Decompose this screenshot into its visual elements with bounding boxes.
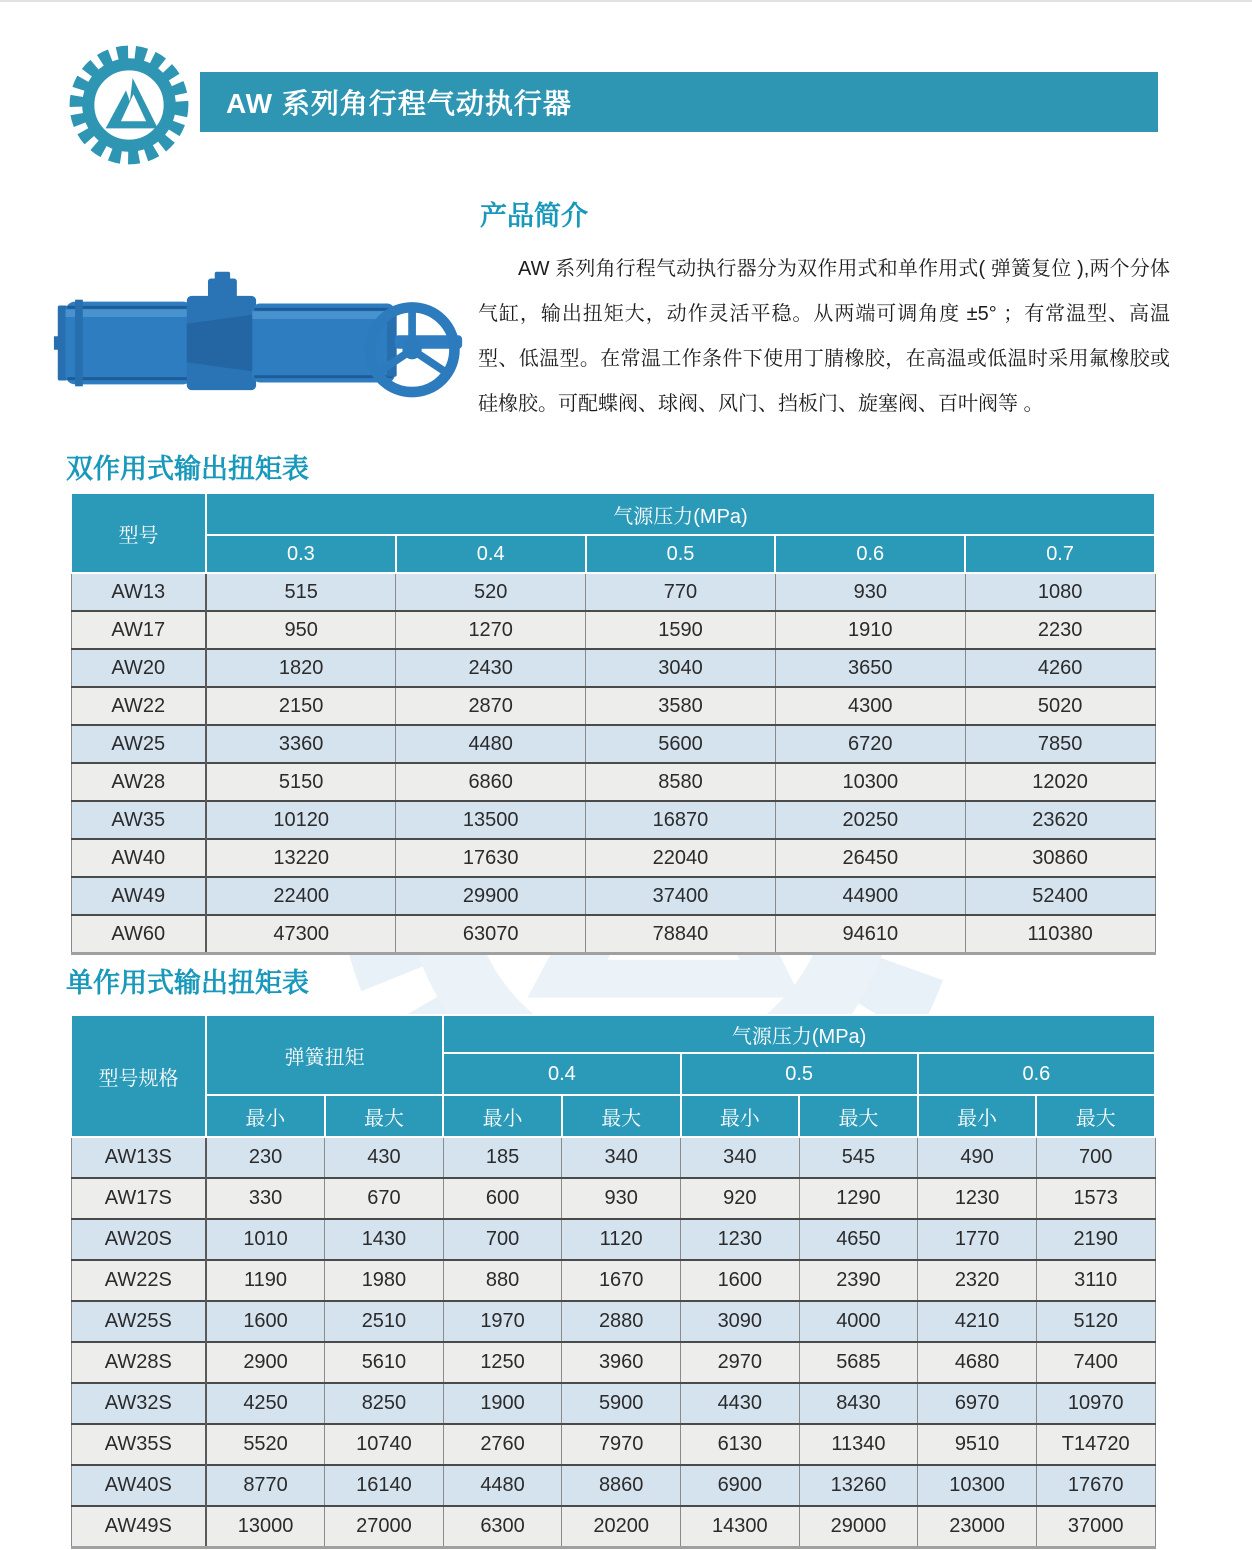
column-header-pressure: 0.4 — [443, 1053, 680, 1095]
torque-value-cell: 11340 — [799, 1424, 918, 1465]
torque-value-cell: 1190 — [206, 1260, 325, 1301]
model-cell: AW32S — [71, 1383, 206, 1424]
torque-value-cell: 1230 — [918, 1178, 1037, 1219]
torque-value-cell: 4210 — [918, 1301, 1037, 1342]
torque-value-cell: 9510 — [918, 1424, 1037, 1465]
torque-value-cell: 29900 — [396, 877, 586, 915]
table-row — [71, 1301, 1155, 1342]
table-row — [71, 839, 1155, 877]
torque-value-cell: 52400 — [965, 877, 1155, 915]
torque-value-cell: 1900 — [443, 1383, 562, 1424]
torque-value-cell: 515 — [206, 573, 396, 611]
torque-value-cell: 3040 — [586, 649, 776, 687]
torque-value-cell: 6300 — [443, 1506, 562, 1548]
actuator-product-image — [52, 268, 466, 418]
column-header-pressure-group: 气源压力(MPa) — [206, 493, 1155, 535]
torque-value-cell: 490 — [918, 1137, 1037, 1178]
column-header-max: 最大 — [1036, 1095, 1155, 1137]
torque-value-cell: 13260 — [799, 1465, 918, 1506]
column-header-pressure: 0.4 — [396, 535, 586, 573]
intro-heading: 产品简介 — [480, 201, 588, 231]
model-cell: AW20 — [71, 649, 206, 687]
double-acting-table-header — [71, 493, 1155, 573]
torque-value-cell: 4300 — [775, 687, 965, 725]
model-cell: AW35S — [71, 1424, 206, 1465]
column-header-model: 型号 — [71, 493, 206, 573]
model-cell: AW25S — [71, 1301, 206, 1342]
model-cell: AW49 — [71, 877, 206, 915]
column-header-max: 最大 — [799, 1095, 918, 1137]
torque-value-cell: 2230 — [965, 611, 1155, 649]
torque-value-cell: 3960 — [562, 1342, 681, 1383]
model-cell: AW25 — [71, 725, 206, 763]
model-cell: AW28S — [71, 1342, 206, 1383]
torque-value-cell: 2320 — [918, 1260, 1037, 1301]
torque-value-cell: 2970 — [681, 1342, 800, 1383]
torque-value-cell: 110380 — [965, 915, 1155, 954]
torque-value-cell: 2150 — [206, 687, 396, 725]
torque-value-cell: 4250 — [206, 1383, 325, 1424]
torque-value-cell: 22040 — [586, 839, 776, 877]
torque-value-cell: 8770 — [206, 1465, 325, 1506]
torque-value-cell: 8860 — [562, 1465, 681, 1506]
double-acting-table — [70, 492, 1156, 955]
torque-value-cell: 4680 — [918, 1342, 1037, 1383]
torque-value-cell: 1250 — [443, 1342, 562, 1383]
torque-value-cell: 2900 — [206, 1342, 325, 1383]
torque-value-cell: 1573 — [1036, 1178, 1155, 1219]
torque-value-cell: 4480 — [396, 725, 586, 763]
torque-value-cell: 8580 — [586, 763, 776, 801]
torque-value-cell: 1770 — [918, 1219, 1037, 1260]
torque-value-cell: 1270 — [396, 611, 586, 649]
torque-value-cell: 1430 — [325, 1219, 444, 1260]
table-row — [71, 687, 1155, 725]
torque-value-cell: 23000 — [918, 1506, 1037, 1548]
torque-value-cell: 30860 — [965, 839, 1155, 877]
torque-value-cell: 1230 — [681, 1219, 800, 1260]
double-acting-section-title: 双作用式输出扭矩表 — [66, 454, 309, 484]
torque-value-cell: 1080 — [965, 573, 1155, 611]
table-row — [71, 573, 1155, 611]
torque-value-cell: 10120 — [206, 801, 396, 839]
torque-value-cell: 1670 — [562, 1260, 681, 1301]
column-header-max: 最大 — [325, 1095, 444, 1137]
torque-value-cell: 20250 — [775, 801, 965, 839]
page-title-banner — [200, 72, 1158, 132]
torque-value-cell: 6130 — [681, 1424, 800, 1465]
torque-value-cell: 430 — [325, 1137, 444, 1178]
torque-value-cell: 4000 — [799, 1301, 918, 1342]
model-cell: AW13 — [71, 573, 206, 611]
torque-value-cell: 930 — [562, 1178, 681, 1219]
torque-value-cell: 14300 — [681, 1506, 800, 1548]
torque-value-cell: 10740 — [325, 1424, 444, 1465]
torque-value-cell: 5150 — [206, 763, 396, 801]
model-cell: AW35 — [71, 801, 206, 839]
torque-value-cell: 340 — [562, 1137, 681, 1178]
table-row — [71, 1342, 1155, 1383]
intro-paragraph: AW 系列角行程气动执行器分为双作用式和单作用式( 弹簧复位 ),两个分体气缸，输出扭矩大，动作灵活平稳。从两端可调角度 ±5° ；有常温型、高温型、低温型。在常温工作条件下使用丁腈橡胶，在高温或低温时采用氟橡胶或硅橡胶。可配蝶阀、球阀、风门、挡板门、旋塞阀、百叶阀等 。 — [478, 258, 1170, 415]
torque-value-cell: 3650 — [775, 649, 965, 687]
torque-value-cell: 2880 — [562, 1301, 681, 1342]
torque-value-cell: 6970 — [918, 1383, 1037, 1424]
model-cell: AW22S — [71, 1260, 206, 1301]
torque-value-cell: 94610 — [775, 915, 965, 954]
torque-value-cell: T14720 — [1036, 1424, 1155, 1465]
torque-value-cell: 545 — [799, 1137, 918, 1178]
torque-value-cell: 230 — [206, 1137, 325, 1178]
torque-value-cell: 47300 — [206, 915, 396, 954]
column-header-min: 最小 — [918, 1095, 1037, 1137]
torque-value-cell: 1980 — [325, 1260, 444, 1301]
torque-value-cell: 2390 — [799, 1260, 918, 1301]
torque-value-cell: 37000 — [1036, 1506, 1155, 1548]
torque-value-cell: 2870 — [396, 687, 586, 725]
column-header-pressure-group: 气源压力(MPa) — [443, 1015, 1155, 1053]
torque-value-cell: 4480 — [443, 1465, 562, 1506]
torque-value-cell: 17630 — [396, 839, 586, 877]
torque-value-cell: 3580 — [586, 687, 776, 725]
torque-value-cell: 4430 — [681, 1383, 800, 1424]
torque-value-cell: 26450 — [775, 839, 965, 877]
table-row — [71, 877, 1155, 915]
torque-value-cell: 13000 — [206, 1506, 325, 1548]
table-row — [71, 1178, 1155, 1219]
torque-value-cell: 8250 — [325, 1383, 444, 1424]
table-row — [71, 611, 1155, 649]
torque-value-cell: 1010 — [206, 1219, 325, 1260]
torque-value-cell: 185 — [443, 1137, 562, 1178]
torque-value-cell: 3360 — [206, 725, 396, 763]
column-header-spring-torque: 弹簧扭矩 — [206, 1015, 443, 1095]
torque-value-cell: 63070 — [396, 915, 586, 954]
torque-value-cell: 770 — [586, 573, 776, 611]
model-cell: AW17S — [71, 1178, 206, 1219]
torque-value-cell: 930 — [775, 573, 965, 611]
column-header-pressure: 0.5 — [681, 1053, 918, 1095]
torque-value-cell: 340 — [681, 1137, 800, 1178]
column-header-min: 最小 — [681, 1095, 800, 1137]
model-cell: AW20S — [71, 1219, 206, 1260]
torque-value-cell: 2430 — [396, 649, 586, 687]
torque-value-cell: 1910 — [775, 611, 965, 649]
model-cell: AW49S — [71, 1506, 206, 1548]
torque-value-cell: 6720 — [775, 725, 965, 763]
table-row — [71, 1137, 1155, 1178]
model-cell: AW40S — [71, 1465, 206, 1506]
torque-value-cell: 700 — [443, 1219, 562, 1260]
torque-value-cell: 16870 — [586, 801, 776, 839]
torque-value-cell: 44900 — [775, 877, 965, 915]
column-header-min: 最小 — [206, 1095, 325, 1137]
single-acting-table — [70, 1014, 1156, 1549]
torque-value-cell: 17670 — [1036, 1465, 1155, 1506]
torque-value-cell: 5685 — [799, 1342, 918, 1383]
torque-value-cell: 2510 — [325, 1301, 444, 1342]
torque-value-cell: 2760 — [443, 1424, 562, 1465]
table-row — [71, 1260, 1155, 1301]
torque-value-cell: 4650 — [799, 1219, 918, 1260]
torque-value-cell: 5610 — [325, 1342, 444, 1383]
column-header-model-spec: 型号规格 — [71, 1015, 206, 1137]
torque-value-cell: 20200 — [562, 1506, 681, 1548]
torque-value-cell: 8430 — [799, 1383, 918, 1424]
torque-value-cell: 520 — [396, 573, 586, 611]
column-header-pressure: 0.6 — [775, 535, 965, 573]
torque-value-cell: 27000 — [325, 1506, 444, 1548]
torque-value-cell: 3090 — [681, 1301, 800, 1342]
torque-value-cell: 5900 — [562, 1383, 681, 1424]
single-acting-section-title: 单作用式输出扭矩表 — [66, 968, 309, 998]
torque-value-cell: 1970 — [443, 1301, 562, 1342]
torque-value-cell: 29000 — [799, 1506, 918, 1548]
torque-value-cell: 37400 — [586, 877, 776, 915]
page-top-edge — [0, 0, 1252, 2]
torque-value-cell: 6900 — [681, 1465, 800, 1506]
table-row — [71, 801, 1155, 839]
torque-value-cell: 12020 — [965, 763, 1155, 801]
table-row — [71, 763, 1155, 801]
torque-value-cell: 1290 — [799, 1178, 918, 1219]
torque-value-cell: 670 — [325, 1178, 444, 1219]
torque-value-cell: 78840 — [586, 915, 776, 954]
torque-value-cell: 950 — [206, 611, 396, 649]
torque-value-cell: 7400 — [1036, 1342, 1155, 1383]
torque-value-cell: 600 — [443, 1178, 562, 1219]
model-cell: AW17 — [71, 611, 206, 649]
torque-value-cell: 920 — [681, 1178, 800, 1219]
torque-value-cell: 1600 — [681, 1260, 800, 1301]
page-title: AW 系列角行程气动执行器 — [226, 88, 572, 119]
column-header-min: 最小 — [443, 1095, 562, 1137]
torque-value-cell: 700 — [1036, 1137, 1155, 1178]
torque-value-cell: 3110 — [1036, 1260, 1155, 1301]
torque-value-cell: 6860 — [396, 763, 586, 801]
torque-value-cell: 880 — [443, 1260, 562, 1301]
table-row — [71, 1506, 1155, 1548]
torque-value-cell: 10300 — [775, 763, 965, 801]
torque-value-cell: 10970 — [1036, 1383, 1155, 1424]
torque-value-cell: 10300 — [918, 1465, 1037, 1506]
torque-value-cell: 2190 — [1036, 1219, 1155, 1260]
torque-value-cell: 1120 — [562, 1219, 681, 1260]
model-cell: AW22 — [71, 687, 206, 725]
model-cell: AW40 — [71, 839, 206, 877]
table-row — [71, 1219, 1155, 1260]
table-row — [71, 649, 1155, 687]
torque-value-cell: 5600 — [586, 725, 776, 763]
column-header-pressure: 0.7 — [965, 535, 1155, 573]
torque-value-cell: 23620 — [965, 801, 1155, 839]
column-header-pressure: 0.3 — [206, 535, 396, 573]
table-row — [71, 1424, 1155, 1465]
torque-value-cell: 1820 — [206, 649, 396, 687]
column-header-pressure: 0.6 — [918, 1053, 1155, 1095]
torque-value-cell: 7970 — [562, 1424, 681, 1465]
column-header-pressure: 0.5 — [586, 535, 776, 573]
torque-value-cell: 330 — [206, 1178, 325, 1219]
company-gear-logo — [66, 42, 192, 168]
torque-value-cell: 16140 — [325, 1465, 444, 1506]
torque-value-cell: 5020 — [965, 687, 1155, 725]
torque-value-cell: 1590 — [586, 611, 776, 649]
torque-value-cell: 4260 — [965, 649, 1155, 687]
model-cell: AW13S — [71, 1137, 206, 1178]
torque-value-cell: 5520 — [206, 1424, 325, 1465]
torque-value-cell: 13500 — [396, 801, 586, 839]
torque-value-cell: 22400 — [206, 877, 396, 915]
torque-value-cell: 1600 — [206, 1301, 325, 1342]
table-row — [71, 1465, 1155, 1506]
table-row — [71, 1383, 1155, 1424]
column-header-max: 最大 — [562, 1095, 681, 1137]
torque-value-cell: 5120 — [1036, 1301, 1155, 1342]
torque-value-cell: 13220 — [206, 839, 396, 877]
torque-value-cell: 7850 — [965, 725, 1155, 763]
model-cell: AW28 — [71, 763, 206, 801]
table-row — [71, 915, 1155, 954]
single-acting-table-header — [71, 1015, 1155, 1137]
table-row — [71, 725, 1155, 763]
model-cell: AW60 — [71, 915, 206, 954]
